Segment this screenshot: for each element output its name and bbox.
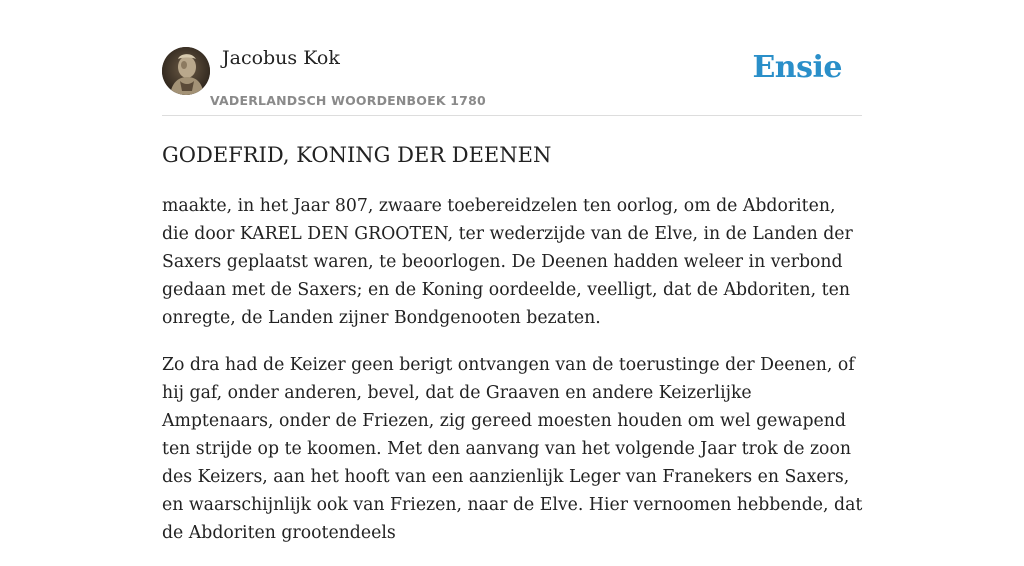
ensie-logo[interactable]: Ensie — [752, 50, 842, 85]
article-header — [162, 46, 862, 116]
article-title: GODEFRID, KONING DER DEENEN — [162, 143, 552, 167]
source-label[interactable]: VADERLANDSCH WOORDENBOEK 1780 — [210, 93, 486, 108]
author-avatar[interactable] — [162, 47, 210, 95]
header-divider — [162, 115, 862, 116]
author-name[interactable]: Jacobus Kok — [222, 47, 340, 69]
paragraph: maakte, in het Jaar 807, zwaare toebereidzelen ten oorlog, om de Abdoriten, die door KAREL DEN GROOTEN, ter wederzijde van de Elve, in de Landen der Saxers geplaatst waren, te beoorlogen. De Deenen hadden weleer in verbond gedaan met de Saxers; en de Koning oordeelde, veelligt, dat de Abdoriten, ten onregte, de Landen zijner Bondgenooten bezaten. — [162, 196, 853, 328]
portrait-icon — [162, 47, 210, 95]
paragraph: Zo dra had de Keizer geen berigt ontvangen van de toerustinge der Deenen, of hij gaf, onder anderen, bevel, dat de Graaven en andere Keizerlijke Amptenaars, onder de Friezen, zig gereed moesten houden om wel gewapend ten strijde op te koomen. Met den aanvang van het volgende Jaar trok de zoon des Keizers, aan het hooft van een aanzienlijk Leger van Franekers en Saxers, en waarschijnlijk ook van Friezen, naar de Elve. Hier vernoomen hebbende, dat de Abdoriten grootendeels — [162, 355, 863, 543]
article-body — [162, 192, 867, 566]
